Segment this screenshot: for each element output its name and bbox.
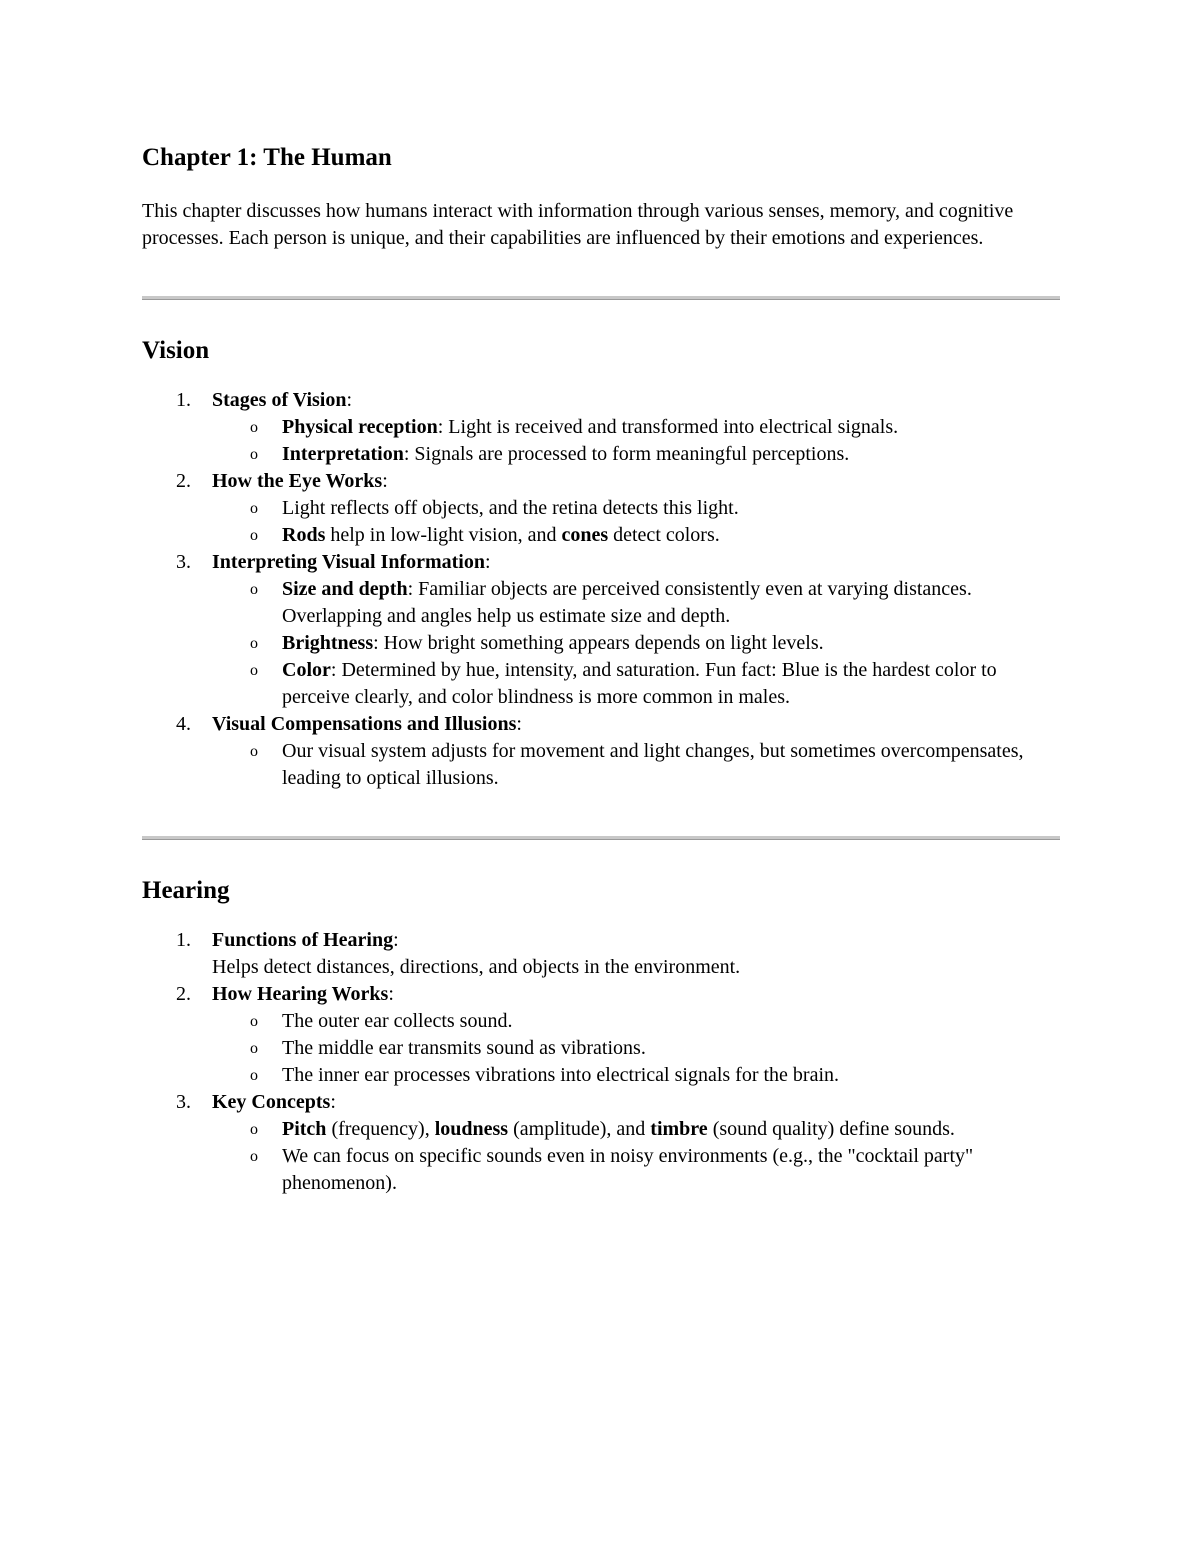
sub-list (212, 738, 1060, 792)
item-number: 2. (176, 470, 191, 492)
bullet-icon: o (250, 743, 258, 760)
sub-item: o Brightness: How bright something appears depends on light levels. (212, 630, 1062, 657)
chapter-title: Chapter 1: The Human (142, 144, 392, 171)
bullet-icon: o (250, 581, 258, 598)
intro-paragraph: This chapter discusses how humans interact with information through various senses, memory, and cognitive processes. Each person is unique, and their capabilities are influenced by their emotions and experiences. (142, 200, 1014, 249)
item-label: How the Eye Works (212, 470, 383, 492)
item-label: How Hearing Works (212, 983, 389, 1005)
bullet-icon: o (250, 1121, 258, 1138)
sub-item: o Color: Determined by hue, intensity, and saturation. Fun fact: Blue is the hardest color to perceive clearly, and color blindness is more common in males. (250, 659, 997, 708)
item-number: 4. (176, 713, 191, 735)
list-item: 1. Functions of Hearing: Helps detect distances, directions, and objects in the environment. (176, 929, 741, 978)
list-item: 3. Key Concepts: o Pitch (frequency), loudness (amplitude), and timbre (sound quality) define sounds. o We can focus on specific sounds even in noisy environments (e.g., the "cocktail party" phenomenon). (142, 1089, 1060, 1197)
list-item: 4. Visual Compensations and Illusions: o Our visual system adjusts for movement and light changes, but sometimes overcompensates, leading to optical illusions. (142, 711, 1060, 792)
bullet-icon: o (250, 446, 258, 463)
hearing-list (142, 927, 1060, 1197)
sub-item: o The middle ear transmits sound as vibrations. (212, 1035, 1062, 1062)
bullet-icon: o (250, 662, 258, 679)
list-item: 2. How the Eye Works: o Light reflects off objects, and the retina detects this light. o Rods help in low-light vision, and cones detect colors. (142, 468, 1060, 549)
sub-item: o Physical reception: Light is received and transformed into electrical signals. (212, 414, 1062, 441)
horizontal-divider (142, 836, 1060, 840)
sub-item: o Rods help in low-light vision, and cones detect colors. (212, 522, 1062, 549)
item-number: 3. (176, 551, 191, 573)
bullet-icon: o (250, 635, 258, 652)
sub-item: o We can focus on specific sounds even in noisy environments (e.g., the "cocktail party" phenomenon). (250, 1145, 974, 1194)
item-number: 1. (176, 389, 191, 411)
item-number: 3. (176, 1091, 191, 1113)
horizontal-divider (142, 296, 1060, 300)
sub-item: o Light reflects off objects, and the retina detects this light. (212, 495, 1062, 522)
list-item: 2. How Hearing Works: o The outer ear collects sound. o The middle ear transmits sound as vibrations. o The inner ear processes vibrations into electrical signals for the brain. (142, 981, 1060, 1089)
sub-list (212, 495, 1060, 549)
list-item: 1. Stages of Vision: o Physical reception: Light is received and transformed into electrical signals. o Interpretation: Signals are processed to form meaningful perceptions. (142, 387, 1060, 468)
item-label: Stages of Vision (212, 389, 347, 411)
sub-item: o Size and depth: Familiar objects are perceived consistently even at varying distances. Overlapping and angles help us estimate size and depth. (250, 578, 972, 627)
item-label: Key Concepts (212, 1091, 331, 1113)
section-heading-vision: Vision (142, 337, 210, 364)
sub-item: o Interpretation: Signals are processed to form meaningful perceptions. (212, 441, 1062, 468)
bullet-icon: o (250, 1040, 258, 1057)
bullet-icon: o (250, 527, 258, 544)
sub-list (212, 414, 1060, 468)
document-page (142, 140, 1060, 1197)
item-label: Functions of Hearing (212, 929, 394, 951)
item-label: Visual Compensations and Illusions (212, 713, 517, 735)
bullet-icon: o (250, 1148, 258, 1165)
section-heading-hearing: Hearing (142, 877, 230, 904)
sub-list (212, 1008, 1060, 1089)
item-label: Interpreting Visual Information (212, 551, 485, 573)
sub-item: o The inner ear processes vibrations into electrical signals for the brain. (212, 1062, 1062, 1089)
sub-item: o Our visual system adjusts for movement and light changes, but sometimes overcompensates, leading to optical illusions. (250, 740, 1024, 789)
item-detail: Helps detect distances, directions, and objects in the environment. (212, 956, 741, 978)
bullet-icon: o (250, 500, 258, 517)
bullet-icon: o (250, 1013, 258, 1030)
item-number: 1. (176, 929, 191, 951)
list-item: 3. Interpreting Visual Information: o Size and depth: Familiar objects are perceived consistently even at varying distances. Overlapping and angles help us estimate size and depth. o Brightness: How bright something appears depends on light levels. o Color: Determined by hue, intensity, and saturation. Fun fact: Blue is the hardest color to perceive clearly, and color blindness is more common in males. (142, 549, 1060, 711)
bullet-icon: o (250, 419, 258, 436)
item-number: 2. (176, 983, 191, 1005)
sub-item: o The outer ear collects sound. (212, 1008, 1062, 1035)
sub-list (212, 576, 1060, 711)
sub-list (212, 1116, 1060, 1197)
bullet-icon: o (250, 1067, 258, 1084)
vision-list (142, 387, 1060, 792)
sub-item: o Pitch (frequency), loudness (amplitude), and timbre (sound quality) define sounds. (212, 1116, 1062, 1143)
